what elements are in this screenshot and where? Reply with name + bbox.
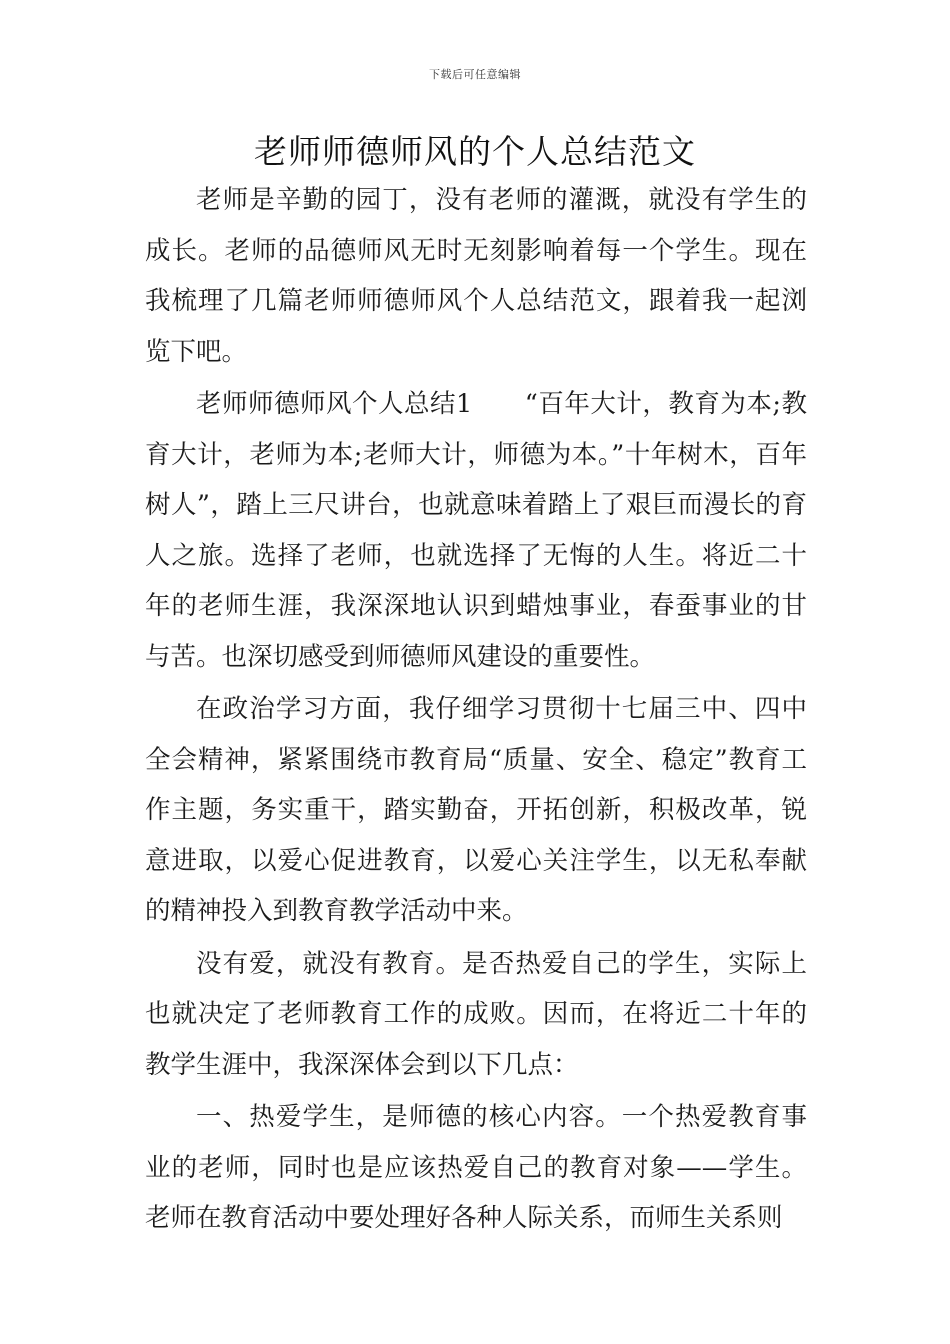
document-title: 老师师德师风的个人总结范文 xyxy=(254,132,696,171)
paragraph: 在政治学习方面，我仔细学习贯彻十七届三中、四中全会精神，紧紧围绕市教育局“质量、安全、稳定”教育工作主题，务实重干，踏实勤奋，开拓创新，积极改革，锐意进取，以爱心促进教育，以爱心关注学生，以无私奉献的精神投入到教育教学活动中来。 xyxy=(145,694,807,926)
paragraph: 老师师德师风个人总结1 “百年大计，教育为本;教育大计，老师为本;老师大计，师德为本。”十年树木，百年树人”，踏上三尺讲台，也就意味着踏上了艰巨而漫长的育人之旅。选择了老师，也就选择了无悔的人生。将近二十年的老师生涯，我深深地认识到蜡烛事业，春蚕事业的甘与苦。也深切感受到师德师风建设的重要性。 xyxy=(145,389,807,672)
header-note: 下载后可任意编辑 xyxy=(429,68,521,81)
paragraph: 一、热爱学生，是师德的核心内容。一个热爱教育事业的老师，同时也是应该热爱自己的教育对象——学生。老师在教育活动中要处理好各种人际关系，而师生关系则 xyxy=(145,1102,807,1233)
paragraph: 没有爱，就没有教育。是否热爱自己的学生，实际上也就决定了老师教育工作的成败。因而，在将近二十年的教学生涯中，我深深体会到以下几点： xyxy=(145,948,807,1080)
paragraph: 老师是辛勤的园丁，没有老师的灌溉，就没有学生的成长。老师的品德师风无时无刻影响着每一个学生。现在我梳理了几篇老师师德师风个人总结范文，跟着我一起浏览下吧。 xyxy=(145,185,807,367)
document-body xyxy=(145,175,807,1246)
